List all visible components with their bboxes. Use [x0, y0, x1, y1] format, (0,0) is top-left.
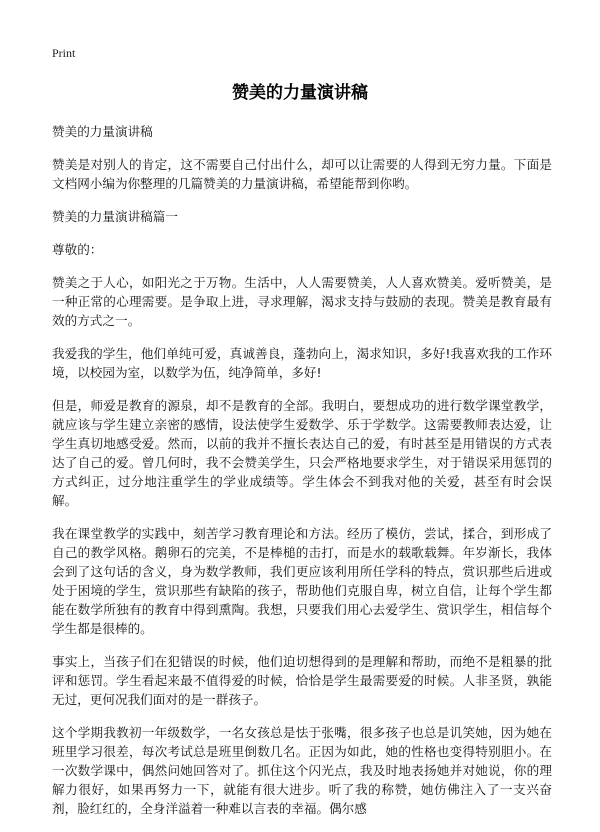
paragraph: 事实上，当孩子们在犯错误的时候，他们迫切想得到的是理解和帮助，而绝不是粗暴的批评和惩罚。学生看起来最不值得爱的时候，恰恰是学生最需要爱的时候。人非圣贤，孰能无过，更何况我们面对的是一群孩子。 [52, 654, 552, 707]
paragraph: 我在课堂教学的实践中，刻苦学习教育理论和方法。经历了模仿，尝试，揉合，到形成了自己的教学风格。鹅卵石的完美，不是棒槌的击打，而是水的载歌载舞。年岁渐长，我体会到了这句话的含义，身为数学教师，我们更应该利用所任学科的特点，赏识那些后进或处于困境的学生，赏识那些有缺陷的孩子，帮助他们克服自卑，树立自信，让每个学生都能在数学所独有的教育中得到熏陶。我想，只要我们用心去爱学生、赏识学生，相信每个学生都是很棒的。 [52, 526, 552, 636]
print-link[interactable]: Print [52, 46, 76, 60]
paragraph: 赞美之于人心，如阳光之于万物。生活中，人人需要赞美，人人喜欢赞美。爱听赞美，是一种正常的心理需要。是争取上进，寻求理解，渴求支持与鼓励的表现。赞美是教育最有效的方式之一。 [52, 275, 552, 328]
paragraph: 但是，师爱是教育的源泉，却不是教育的全部。我明白，要想成功的进行数学课堂教学，就应该与学生建立亲密的感情，设法使学生爱数学、乐于学数学。这需要教师表达爱，让学生真切地感受爱。然而，以前的我并不擅长表达自己的爱，有时甚至是用错误的方式表达了自己的爱。曾几何时，我不会赞美学生，只会严格地要求学生，对于错误采用惩罚的方式纠正，过分地注重学生的学业成绩等。学生体会不到我对他的关爱，甚至有时会误解。 [52, 398, 552, 508]
paragraph-intro: 赞美是对别人的肯定，这不需要自己付出什么，却可以让需要的人得到无穷力量。下面是文档网小编为你整理的几篇赞美的力量演讲稿，希望能帮到你哟。 [52, 157, 552, 191]
paragraph-subtitle: 赞美的力量演讲稿 [52, 124, 153, 139]
salutation: 尊敬的： [52, 242, 103, 257]
paragraph: 这个学期我教初一年级数学，一名女孩总是怯于张嘴，很多孩子也总是讥笑她，因为她在班里学习很差，每次考试总是班里倒数几名。正因为如此，她的性格也变得特别胆小。在一次数学课中，偶然问她回答对了。抓住这个闪光点，我及时地表扬她并对她说，你的理解力很好，如果再努力一下，就能有很大进步。听了我的称赞，她仿佛注入了一支兴奋剂，脸红红的，全身洋溢着一种难以言表的幸福。偶尔感 [52, 725, 552, 816]
paragraph: 我爱我的学生，他们单纯可爱，真诚善良，蓬勃向上，渴求知识，多好!我喜欢我的工作环境，以校园为室，以数学为伍，纯净简单，多好! [52, 346, 552, 380]
section-heading: 赞美的力量演讲稿篇一 [52, 209, 178, 224]
document-body [52, 122, 552, 832]
document-title: 赞美的力量演讲稿 [232, 83, 368, 103]
